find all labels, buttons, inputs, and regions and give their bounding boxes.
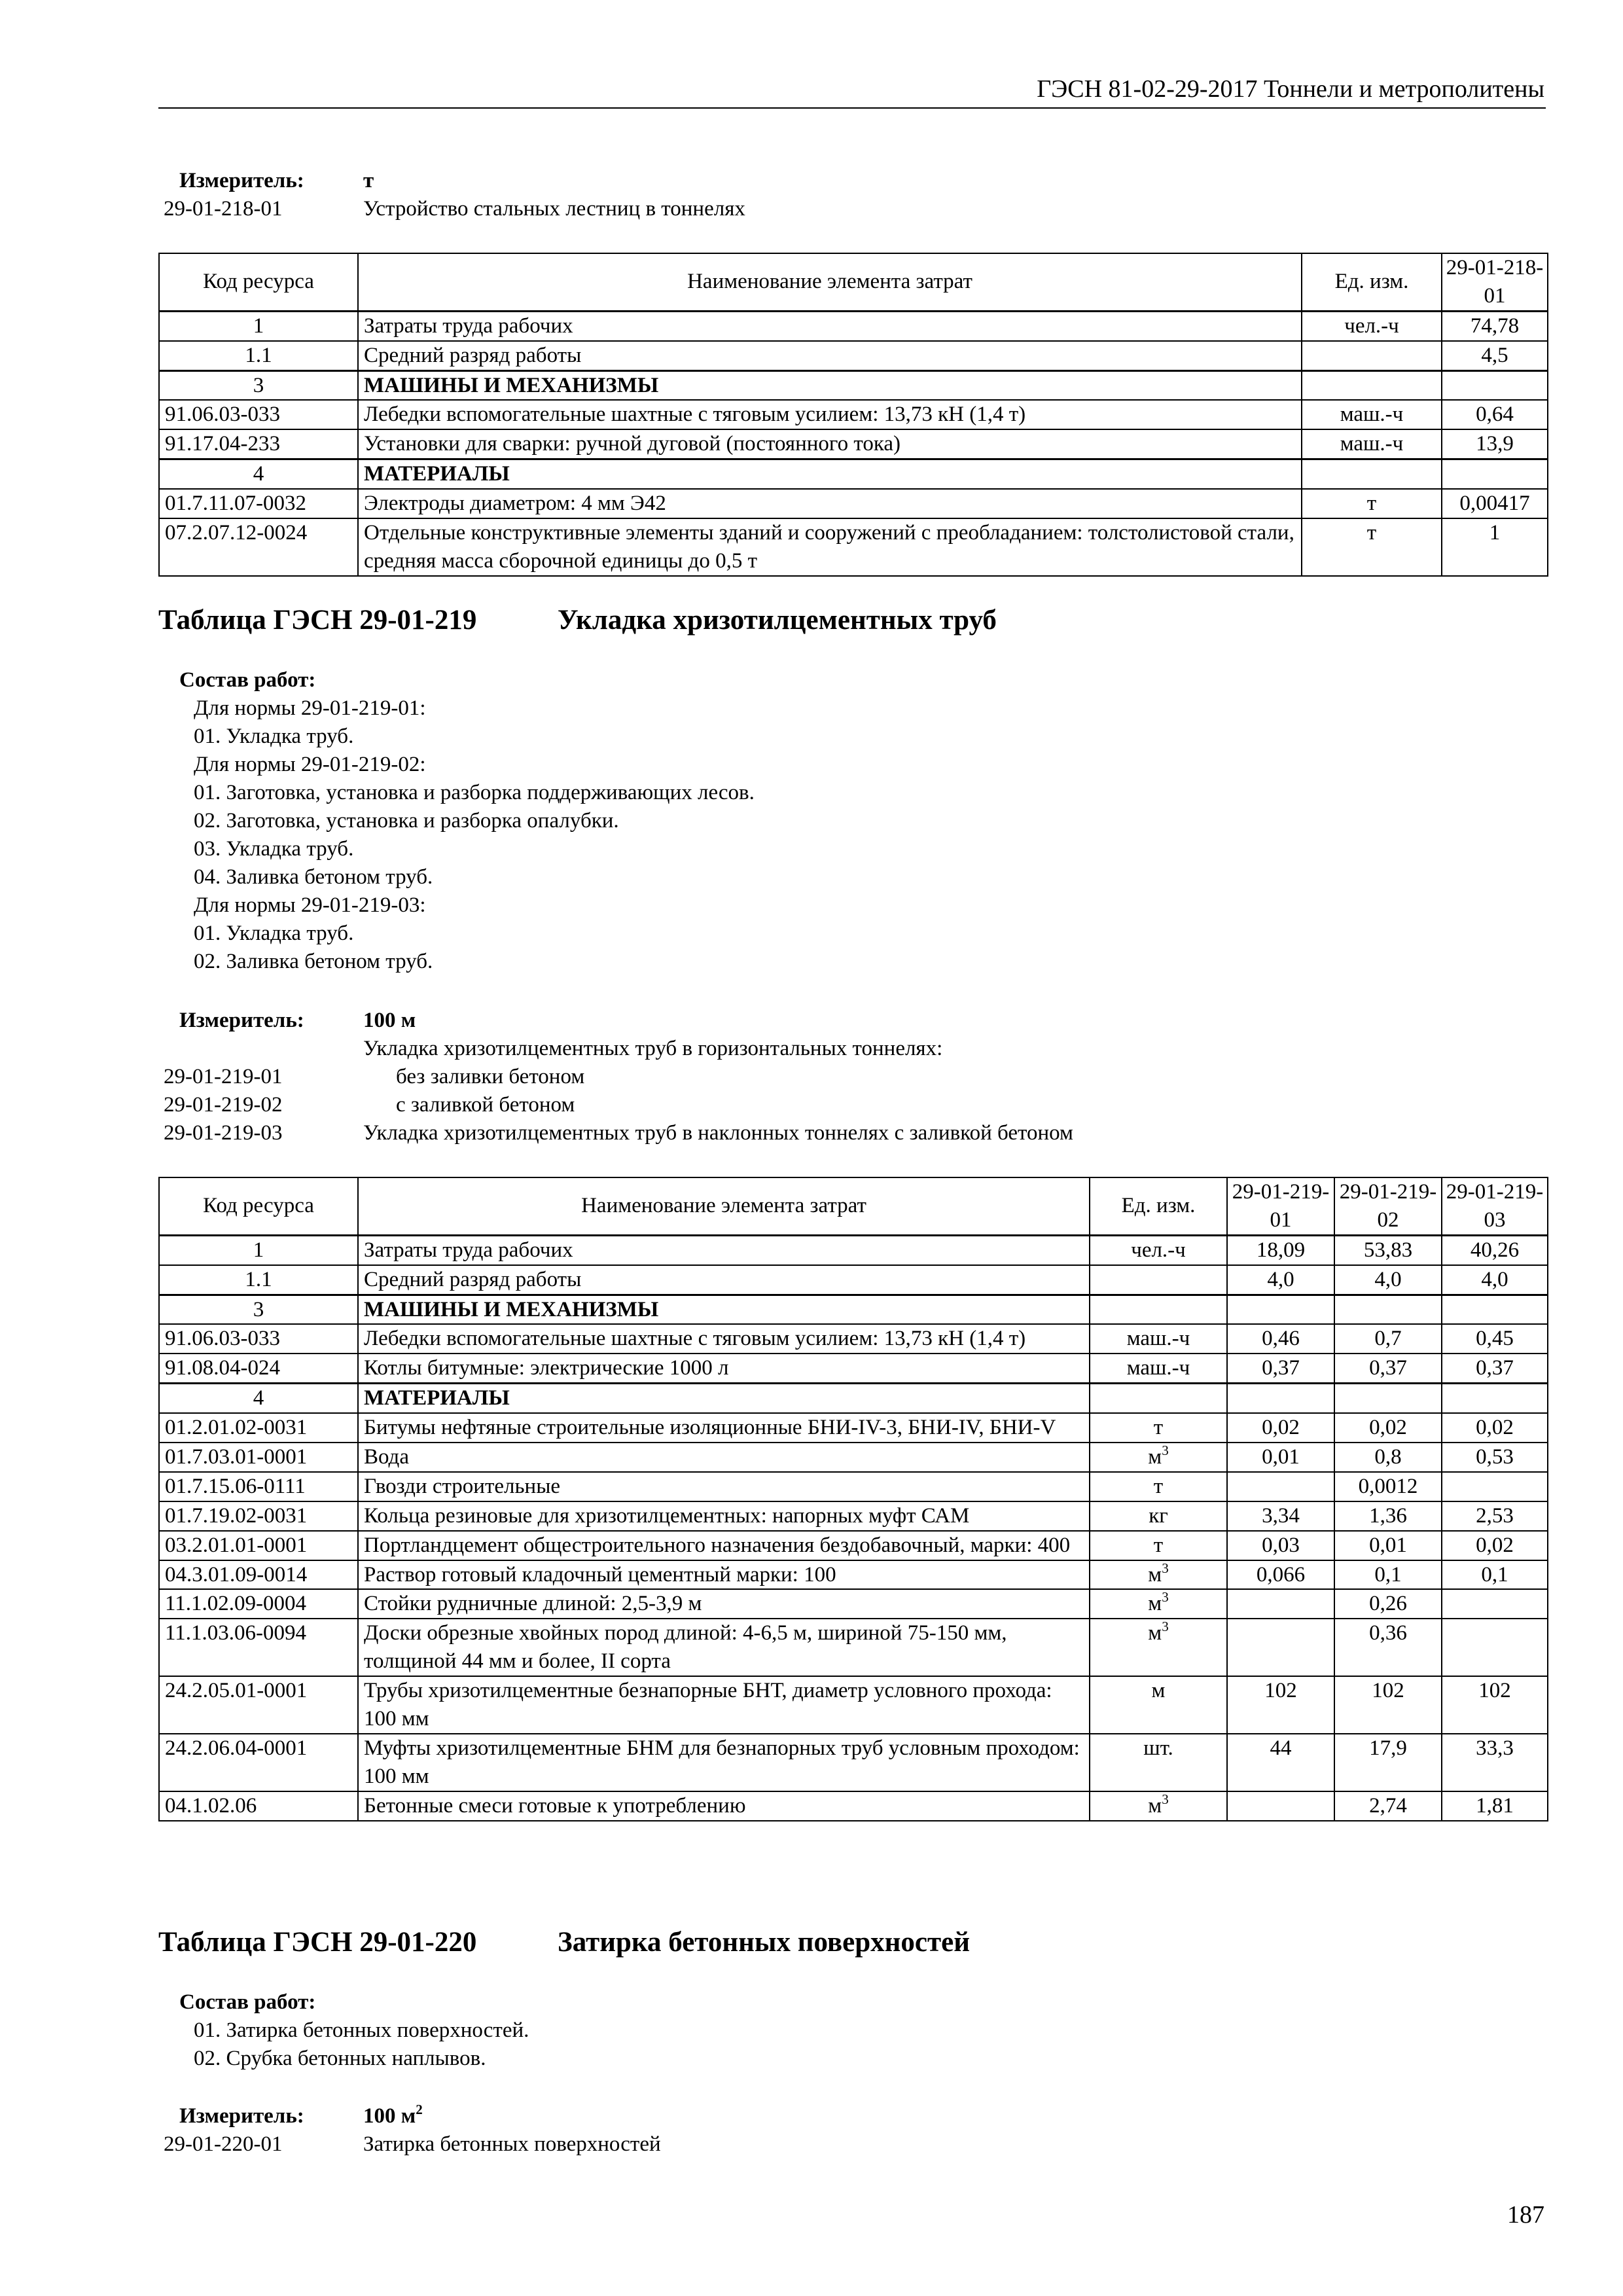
norm-value-cell [1227,1295,1334,1324]
resource-code-cell: 3 [159,370,358,400]
resource-code-cell: 1.1 [159,341,358,370]
resource-name-cell: МАТЕРИАЛЫ [358,1384,1090,1413]
measure-label: Измеритель: [179,2104,304,2128]
table-header-row [159,1177,1548,1235]
table-row [159,1734,1548,1791]
table-row [159,1676,1548,1734]
resource-unit-cell [1302,370,1442,400]
resource-name-cell: МАШИНЫ И МЕХАНИЗМЫ [358,1295,1090,1324]
resource-code-cell: 01.7.11.07-0032 [159,489,358,518]
table-title-220 [158,1924,970,1961]
table-row [159,1354,1548,1383]
norm-value-cell: 0,7 [1334,1324,1442,1354]
norm-value-cell [1227,1791,1334,1821]
norm-value-cell: 4,5 [1442,341,1548,370]
table-row [159,1501,1548,1531]
composition-item: 01. Укладка труб. [194,725,354,748]
composition-heading: Состав работ: [179,1990,316,2014]
table-section-row [159,459,1548,489]
resource-code-cell: 91.06.03-033 [159,1324,358,1354]
resource-name-cell: Трубы хризотилцементные безнапорные БНТ, диаметр условного прохода: 100 мм [358,1676,1090,1734]
norm-value-cell: 3,34 [1227,1501,1334,1531]
resource-code-cell: 1.1 [159,1265,358,1295]
resource-code-cell: 11.1.02.09-0004 [159,1589,358,1619]
norm-value-cell [1334,1295,1442,1324]
resource-unit-cell: маш.-ч [1090,1354,1227,1383]
norm-value-cell: 0,45 [1442,1324,1548,1354]
norm-code: 29-01-220-01 [164,2132,283,2156]
col-header-norm: 29-01-219-01 [1227,1177,1334,1235]
table-title-219 [158,602,997,639]
norm-value-cell: 0,37 [1227,1354,1334,1383]
col-header-unit: Ед. изм. [1302,253,1442,311]
resource-unit-cell: маш.-ч [1302,429,1442,459]
norm-value-cell: 0,46 [1227,1324,1334,1354]
resource-code-cell: 11.1.03.06-0094 [159,1619,358,1676]
composition-item: 01. Затирка бетонных поверхностей. [194,2018,529,2042]
norm-value-cell [1442,1295,1548,1324]
norm-value-cell [1227,1619,1334,1676]
table-row [159,1560,1548,1590]
table-row [159,1619,1548,1676]
resource-code-cell: 07.2.07.12-0024 [159,518,358,576]
norm-value-cell [1442,370,1548,400]
resource-name-cell: МАТЕРИАЛЫ [358,459,1302,489]
resource-unit-cell: т [1302,489,1442,518]
norm-value-cell: 0,8 [1334,1443,1442,1472]
composition-item: 01. Заготовка, установка и разборка поддерживающих лесов. [194,781,755,804]
resource-code-cell: 1 [159,1235,358,1265]
table-row [159,1589,1548,1619]
table-header-row [159,253,1548,311]
resource-name-cell: Вода [358,1443,1090,1472]
resource-name-cell: Электроды диаметром: 4 мм Э42 [358,489,1302,518]
col-header-name: Наименование элемента затрат [358,1177,1090,1235]
measure-unit: 100 $м^2$ [363,2102,423,2128]
resource-name-cell: Стойки рудничные длиной: 2,5-3,9 м [358,1589,1090,1619]
table-row [159,1791,1548,1821]
table-label: Таблица ГЭСН 29-01-220 [158,1927,477,1958]
resource-unit-cell: $м^3$ [1090,1619,1227,1676]
resource-name-cell: Затраты труда рабочих [358,311,1302,340]
resource-name-cell: Средний разряд работы [358,1265,1090,1295]
resource-table-219 [158,1177,1548,1821]
col-header-name: Наименование элемента затрат [358,253,1302,311]
running-header: ГЭСН 81-02-29-2017 Тоннели и метрополитены [1037,75,1544,103]
resource-unit-cell: $м^3$ [1090,1791,1227,1821]
resource-unit-cell: кг [1090,1501,1227,1531]
table-body [159,311,1548,576]
table-name: Укладка хризотилцементных труб [558,605,997,636]
table-name: Затирка бетонных поверхностей [558,1927,970,1958]
resource-name-cell: Гвозди строительные [358,1472,1090,1501]
resource-code-cell: 01.2.01.02-0031 [159,1413,358,1443]
col-header-code: Код ресурса [159,253,358,311]
norm-text: Устройство стальных лестниц в тоннелях [363,197,745,221]
resource-code-cell: 03.2.01.01-0001 [159,1531,358,1560]
resource-unit-cell: т [1090,1531,1227,1560]
composition-item: Для нормы 29-01-219-02: [194,753,426,776]
norm-value-cell: 4,0 [1334,1265,1442,1295]
resource-code-cell: 04.3.01.09-0014 [159,1560,358,1590]
norm-value-cell: 0,37 [1442,1354,1548,1383]
table-body [159,1235,1548,1820]
norm-value-cell: 102 [1334,1676,1442,1734]
resource-name-cell: МАШИНЫ И МЕХАНИЗМЫ [358,370,1302,400]
resource-name-cell: Отдельные конструктивные элементы зданий и сооружений с преобладанием: толстолистовой стали, средняя масса сборочной единицы до 0,5 т [358,518,1302,576]
resource-name-cell: Затраты труда рабочих [358,1235,1090,1265]
resource-name-cell: Лебедки вспомогательные шахтные с тяговым усилием: 13,73 кН (1,4 т) [358,1324,1090,1354]
table-row [159,1235,1548,1265]
resource-unit-cell: т [1302,518,1442,576]
resource-unit-cell [1090,1384,1227,1413]
norm-code: 29-01-219-01 [164,1065,283,1088]
measure-unit: 100 м [363,1009,416,1032]
norm-value-cell: 1 [1442,518,1548,576]
composition-item: 01. Укладка труб. [194,922,354,945]
table-label: Таблица ГЭСН 29-01-219 [158,605,477,636]
resource-code-cell: 3 [159,1295,358,1324]
resource-code-cell: 04.1.02.06 [159,1791,358,1821]
resource-code-cell: 01.7.03.01-0001 [159,1443,358,1472]
measure-label: Измеритель: [179,1009,304,1032]
norm-value-cell: 33,3 [1442,1734,1548,1791]
norm-value-cell [1442,1472,1548,1501]
col-header-norm: 29-01-219-03 [1442,1177,1548,1235]
table-row [159,1265,1548,1295]
resource-code-cell: 91.06.03-033 [159,400,358,429]
header-rule [158,107,1546,109]
resource-name-cell: Установки для сварки: ручной дуговой (постоянного тока) [358,429,1302,459]
norm-value-cell: 0,1 [1334,1560,1442,1590]
resource-unit-cell: $м^3$ [1090,1560,1227,1590]
norm-value-cell: 0,00417 [1442,489,1548,518]
resource-name-cell: Портландцемент общестроительного назначения бездобавочный, марки: 400 [358,1531,1090,1560]
norm-value-cell: 102 [1227,1676,1334,1734]
resource-unit-cell [1302,459,1442,489]
norm-value-cell: 0,03 [1227,1531,1334,1560]
table-row [159,311,1548,340]
norm-value-cell [1442,1384,1548,1413]
norm-code: 29-01-219-02 [164,1093,283,1117]
work-composition-220 [179,1988,529,2073]
resource-table-218 [158,253,1548,577]
norm-text: Затирка бетонных поверхностей [363,2132,661,2156]
table-section-row [159,1384,1548,1413]
table-row [159,1472,1548,1501]
resource-code-cell: 24.2.05.01-0001 [159,1676,358,1734]
col-header-code: Код ресурса [159,1177,358,1235]
resource-unit-cell [1302,341,1442,370]
resource-name-cell: Битумы нефтяные строительные изоляционные БНИ-IV-3, БНИ-IV, БНИ-V [358,1413,1090,1443]
norm-code: 29-01-218-01 [164,197,283,221]
norm-value-cell: 44 [1227,1734,1334,1791]
norm-value-cell: 4,0 [1442,1265,1548,1295]
norm-value-cell [1227,1589,1334,1619]
resource-name-cell: Котлы битумные: электрические 1000 л [358,1354,1090,1383]
composition-item: Для нормы 29-01-219-03: [194,893,426,917]
resource-unit-cell [1090,1265,1227,1295]
table-row [159,518,1548,576]
col-header-unit: Ед. изм. [1090,1177,1227,1235]
norm-value-cell: 13,9 [1442,429,1548,459]
norm-text: без заливки бетоном [396,1065,585,1088]
norm-value-cell [1442,1619,1548,1676]
resource-unit-cell [1090,1295,1227,1324]
resource-name-cell: Лебедки вспомогательные шахтные с тяговым усилием: 13,73 кН (1,4 т) [358,400,1302,429]
composition-item: 04. Заливка бетоном труб. [194,865,433,889]
norm-value-cell [1227,1472,1334,1501]
norm-value-cell: 0,066 [1227,1560,1334,1590]
table-section-row [159,1295,1548,1324]
norm-value-cell: 1,81 [1442,1791,1548,1821]
table-row [159,400,1548,429]
norm-value-cell [1227,1384,1334,1413]
composition-item: 03. Укладка труб. [194,837,354,861]
composition-heading: Состав работ: [179,668,316,692]
resource-unit-cell: чел.-ч [1090,1235,1227,1265]
resource-name-cell: Доски обрезные хвойных пород длиной: 4-6,5 м, шириной 75-150 мм, толщиной 44 мм и более, II сорта [358,1619,1090,1676]
col-header-norm: 29-01-218-01 [1442,253,1548,311]
measure-subheading: Укладка хризотилцементных труб в горизонтальных тоннелях: [363,1037,943,1060]
norm-value-cell: 0,01 [1227,1443,1334,1472]
table-row [159,489,1548,518]
norm-value-cell: 102 [1442,1676,1548,1734]
resource-unit-cell: маш.-ч [1302,400,1442,429]
table-row [159,429,1548,459]
norm-value-cell: 0,02 [1442,1413,1548,1443]
norm-value-cell: 17,9 [1334,1734,1442,1791]
norm-code: 29-01-219-03 [164,1121,283,1145]
norm-value-cell [1334,1384,1442,1413]
resource-code-cell: 01.7.19.02-0031 [159,1501,358,1531]
resource-code-cell: 01.7.15.06-0111 [159,1472,358,1501]
col-header-norm: 29-01-219-02 [1334,1177,1442,1235]
table-section-row [159,370,1548,400]
resource-code-cell: 91.17.04-233 [159,429,358,459]
resource-unit-cell: т [1090,1472,1227,1501]
norm-value-cell: 1,36 [1334,1501,1442,1531]
norm-value-cell: 0,37 [1334,1354,1442,1383]
resource-unit-cell: $м^3$ [1090,1589,1227,1619]
norm-value-cell: 0,1 [1442,1560,1548,1590]
norm-value-cell: 53,83 [1334,1235,1442,1265]
norm-value-cell: 0,02 [1442,1531,1548,1560]
norm-value-cell: 0,53 [1442,1443,1548,1472]
resource-unit-cell: т [1090,1413,1227,1443]
norm-value-cell: 2,74 [1334,1791,1442,1821]
resource-unit-cell: $м^3$ [1090,1443,1227,1472]
resource-unit-cell: м [1090,1676,1227,1734]
table-row [159,1443,1548,1472]
resource-code-cell: 4 [159,1384,358,1413]
resource-code-cell: 4 [159,459,358,489]
norm-value-cell: 0,36 [1334,1619,1442,1676]
resource-name-cell: Средний разряд работы [358,341,1302,370]
norm-value-cell: 40,26 [1442,1235,1548,1265]
composition-item: 02. Заливка бетоном труб. [194,950,433,973]
resource-code-cell: 1 [159,311,358,340]
resource-name-cell: Бетонные смеси готовые к употреблению [358,1791,1090,1821]
norm-value-cell [1442,1589,1548,1619]
resource-unit-cell: чел.-ч [1302,311,1442,340]
norm-value-cell: 0,26 [1334,1589,1442,1619]
page-number: 187 [1507,2201,1544,2229]
norm-value-cell: 0,0012 [1334,1472,1442,1501]
table-row [159,1324,1548,1354]
norm-value-cell: 2,53 [1442,1501,1548,1531]
work-composition-219 [179,666,755,976]
composition-item: Для нормы 29-01-219-01: [194,696,426,720]
resource-name-cell: Раствор готовый кладочный цементный марки: 100 [358,1560,1090,1590]
norm-value-cell: 0,01 [1334,1531,1442,1560]
composition-item: 02. Заготовка, установка и разборка опалубки. [194,809,619,833]
composition-item: 02. Срубка бетонных наплывов. [194,2047,486,2070]
norm-value-cell [1442,459,1548,489]
norm-text: Укладка хризотилцементных труб в наклонных тоннелях с заливкой бетоном [363,1121,1073,1145]
resource-unit-cell: маш.-ч [1090,1324,1227,1354]
norm-value-cell: 4,0 [1227,1265,1334,1295]
resource-name-cell: Муфты хризотилцементные БНМ для безнапорных труб условным проходом: 100 мм [358,1734,1090,1791]
measure-unit: т [363,169,374,192]
norm-value-cell: 18,09 [1227,1235,1334,1265]
norm-value-cell: 0,64 [1442,400,1548,429]
resource-code-cell: 24.2.06.04-0001 [159,1734,358,1791]
norm-value-cell: 74,78 [1442,311,1548,340]
resource-code-cell: 91.08.04-024 [159,1354,358,1383]
norm-value-cell: 0,02 [1334,1413,1442,1443]
resource-unit-cell: шт. [1090,1734,1227,1791]
table-row [159,341,1548,370]
norm-text: с заливкой бетоном [396,1093,575,1117]
measure-label: Измеритель: [179,169,304,192]
resource-name-cell: Кольца резиновые для хризотилцементных: напорных муфт САМ [358,1501,1090,1531]
table-row [159,1413,1548,1443]
table-row [159,1531,1548,1560]
norm-value-cell: 0,02 [1227,1413,1334,1443]
